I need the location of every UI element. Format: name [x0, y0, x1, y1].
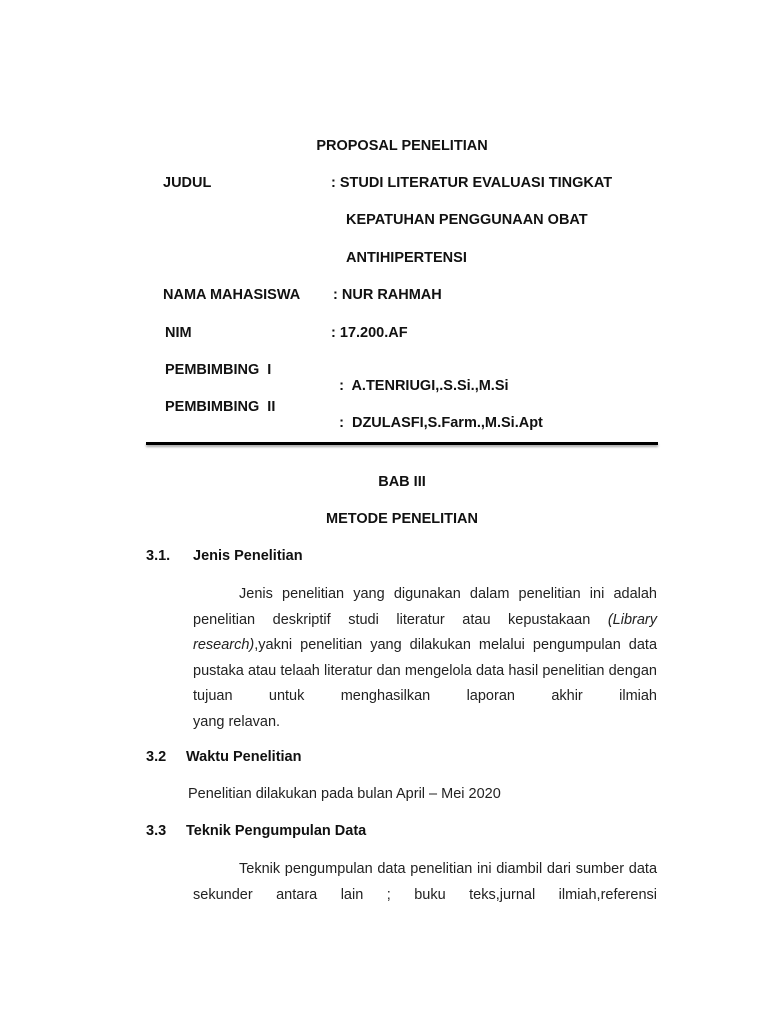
- section-3-1-paragraph: [193, 582, 657, 736]
- nama-text: NUR RAHMAH: [341, 287, 442, 303]
- pembimbing-2-separator: :: [339, 415, 344, 431]
- nim-value: [331, 325, 408, 341]
- paragraph-line: ,yakni penelitian yang dilakukan melalui pengumpulan: [254, 637, 621, 654]
- judul-line-2: KEPATUHAN PENGGUNAAN OBAT: [346, 212, 588, 228]
- header-divider: [146, 442, 658, 445]
- paragraph-line: Teknik pengumpulan data penelitian ini diambil dari sumber: [239, 861, 625, 877]
- nama-mahasiswa-value: [333, 287, 442, 303]
- paragraph-line: yang relavan.: [193, 713, 281, 730]
- judul-line-3: ANTIHIPERTENSI: [346, 250, 467, 266]
- section-3-1-number: 3.1.: [146, 548, 171, 564]
- pembimbing-1-value: [331, 362, 509, 394]
- judul-separator: :: [331, 175, 336, 191]
- paragraph-line: penelitian dengan tujuan untuk menghasilkan laporan akhir ilmiah: [193, 662, 657, 705]
- proposal-title: PROPOSAL PENELITIAN: [316, 138, 488, 154]
- judul-value: [331, 175, 612, 191]
- nim-text: 17.200.AF: [339, 325, 408, 341]
- section-3-3-number: 3.3: [146, 823, 167, 839]
- pembimbing-1-label: PEMBIMBING I: [165, 362, 272, 378]
- section-3-2-number: 3.2: [146, 749, 167, 765]
- paragraph-italic: research): [193, 637, 255, 654]
- judul-label: JUDUL: [163, 175, 212, 191]
- nama-separator: :: [333, 287, 338, 303]
- pembimbing-1-text: A.TENRIUGI,.S.Si.,M.Si: [351, 378, 509, 394]
- nim-separator: :: [331, 325, 336, 341]
- pembimbing-2-value: [331, 399, 543, 431]
- nama-mahasiswa-label: NAMA MAHASISWA: [163, 287, 301, 303]
- section-3-2-text: Penelitian dilakukan pada bulan April – Mei 2020: [188, 786, 501, 802]
- section-3-3-paragraph: [193, 857, 657, 908]
- nim-label: NIM: [165, 325, 192, 341]
- chapter-title: METODE PENELITIAN: [326, 511, 478, 527]
- paragraph-line: data sekunder antara lain ; buku teks,jurnal ilmiah,referensi: [193, 861, 658, 903]
- section-3-3-title: Teknik Pengumpulan Data: [186, 823, 367, 839]
- pembimbing-2-label: PEMBIMBING II: [165, 399, 276, 415]
- chapter-number: BAB III: [378, 474, 426, 490]
- pembimbing-1-separator: :: [339, 378, 344, 394]
- section-3-2-title: Waktu Penelitian: [186, 749, 302, 765]
- judul-line-1: STUDI LITERATUR EVALUASI TINGKAT: [339, 175, 613, 191]
- pembimbing-2-text: DZULASFI,S.Farm.,M.Si.Apt: [351, 415, 543, 431]
- paragraph-italic: (Library: [607, 611, 657, 628]
- paragraph-line: penelitian deskriptif studi literatur atau kepustakaan: [193, 611, 608, 628]
- section-3-1-title: Jenis Penelitian: [193, 548, 303, 564]
- paragraph-line: Jenis penelitian yang digunakan dalam penelitian ini adalah: [239, 586, 657, 602]
- paragraph-line: data pustaka atau telaah literatur dan mengelola data hasil: [193, 637, 658, 679]
